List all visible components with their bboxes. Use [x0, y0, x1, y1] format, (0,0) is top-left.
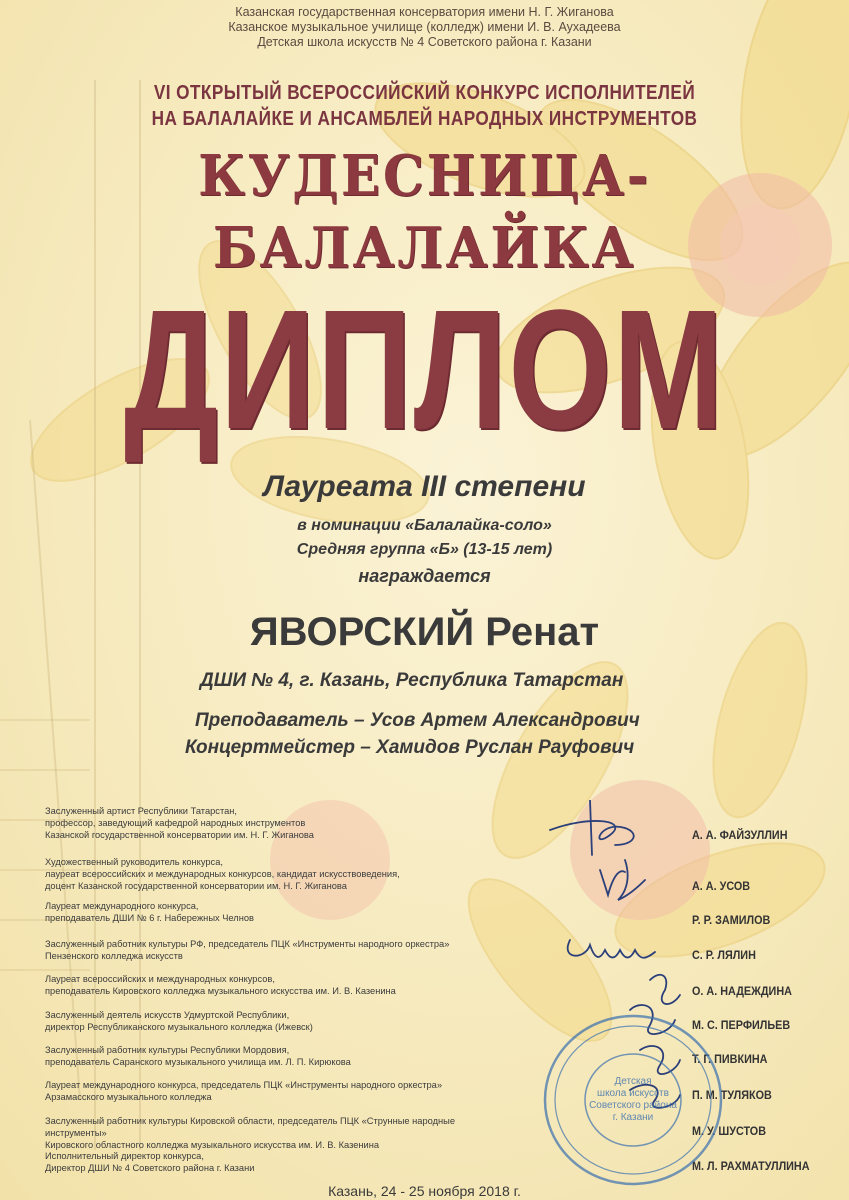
jury-desc: Художественный руководитель конкурса, лауреат всероссийских и международных конкурсов, кандидат искусствоведения, доцент Казанской государственной консерватории им. Н. Г. Жиганова [45, 857, 400, 891]
organizers-block [0, 5, 849, 50]
seal-text: Советского района [589, 1100, 677, 1111]
jury-name: М. У. ШУСТОВ [692, 1124, 766, 1138]
school-seal [538, 1010, 728, 1190]
jury-desc: Заслуженный работник культуры Республики Мордовия, преподаватель Саранского музыкального училища им. Л. П. Кирюкова [45, 1045, 351, 1067]
jury-desc: Лауреат всероссийских и международных конкурсов, преподаватель Кировского колледжа музыкального искусства им. И. В. Казенина [45, 974, 396, 996]
organizer-line: Казанская государственная консерватория имени Н. Г. Жиганова [235, 5, 614, 19]
age-group: Средняя группа «Б» (13-15 лет) [296, 541, 553, 558]
jury-name: А. А. УСОВ [692, 879, 751, 893]
laureate-degree: Лауреата III степени [263, 470, 586, 503]
teacher-line: Преподаватель – Усов Артем Александрович [195, 710, 640, 731]
jury-name: С. Р. ЛЯЛИН [692, 948, 756, 962]
recipient-name: ЯВОРСКИЙ Ренат [249, 610, 600, 654]
jury-desc: Заслуженный деятель искусств Удмуртской Республики, директор Республиканского музыкального колледжа (Ижевск) [45, 1010, 313, 1032]
brand-line: КУДЕСНИЦА- [198, 143, 651, 209]
jury-name: Т. Г. ПИВКИНА [692, 1052, 768, 1066]
accompanist-line: Концертмейстер – Хамидов Руслан Рауфович [185, 737, 635, 758]
jury-desc: Заслуженный работник культуры Кировской области, председатель ПЦК «Струнные народные инструменты» Кировского областного колледжа музыкального искусства им. И. В. Казенина [45, 1116, 456, 1150]
signature-lyalin [568, 940, 655, 958]
brand-line: БАЛАЛАЙКА [212, 215, 637, 281]
recipient-school: ДШИ № 4, г. Казань, Республика Татарстан [200, 670, 624, 691]
contest-title-line: VI ОТКРЫТЫЙ ВСЕРОССИЙСКИЙ КОНКУРС ИСПОЛНИТЕЛЕЙ [153, 82, 696, 104]
jury-desc: Исполнительный директор конкурса, Директор ДШИ № 4 Советского района г. Казани [45, 1151, 255, 1173]
jury-name: О. А. НАДЕЖДИНА [692, 984, 792, 998]
jury-name: М. Л. РАХМАТУЛЛИНА [692, 1159, 810, 1173]
contest-title [0, 80, 849, 132]
jury-desc: Лауреат международного конкурса, преподаватель ДШИ № 6 г. Набережных Челнов [45, 901, 254, 923]
jury-desc: Лауреат международного конкурса, председатель ПЦК «Инструменты народного оркестра» Арзамасского музыкального колледжа [45, 1080, 443, 1102]
awarded-label: награждается [358, 566, 491, 586]
jury-name: Р. Р. ЗАМИЛОВ [692, 913, 771, 927]
jury-desc: Заслуженный артист Республики Татарстан, профессор, заведующий кафедрой народных инструментов Казанской государственной консерватории им. Н. Г. Жиганова [45, 806, 314, 840]
signature-nadezhdina [650, 975, 680, 1004]
jury-name: А. А. ФАЙЗУЛЛИН [692, 828, 788, 842]
organizer-line: Детская школа искусств № 4 Советского района г. Казани [257, 35, 592, 49]
contest-brand [0, 140, 849, 284]
signature-faizullin [550, 800, 634, 855]
seal-text: Детская [614, 1076, 652, 1087]
nomination: в номинации «Балалайка-соло» [297, 517, 552, 534]
jury-name: М. С. ПЕРФИЛЬЕВ [692, 1018, 791, 1032]
seal-text: г. Казани [612, 1112, 654, 1123]
jury-name: П. М. ТУЛЯКОВ [692, 1088, 772, 1102]
contest-title-line: НА БАЛАЛАЙКЕ И АНСАМБЛЕЙ НАРОДНЫХ ИНСТРУМЕНТОВ [151, 108, 698, 130]
footer-date: Казань, 24 - 25 ноября 2018 г. [328, 1183, 521, 1199]
jury-desc: Заслуженный работник культуры РФ, председатель ПЦК «Инструменты народного оркестра» Пензенского колледжа искусств [45, 939, 450, 961]
signature-usov [600, 860, 645, 900]
diploma-title: ДИПЛОМ [123, 275, 726, 465]
organizer-line: Казанское музыкальное училище (колледж) имени И. В. Аухадеева [228, 20, 621, 34]
seal-text: школа искусств [597, 1088, 669, 1099]
